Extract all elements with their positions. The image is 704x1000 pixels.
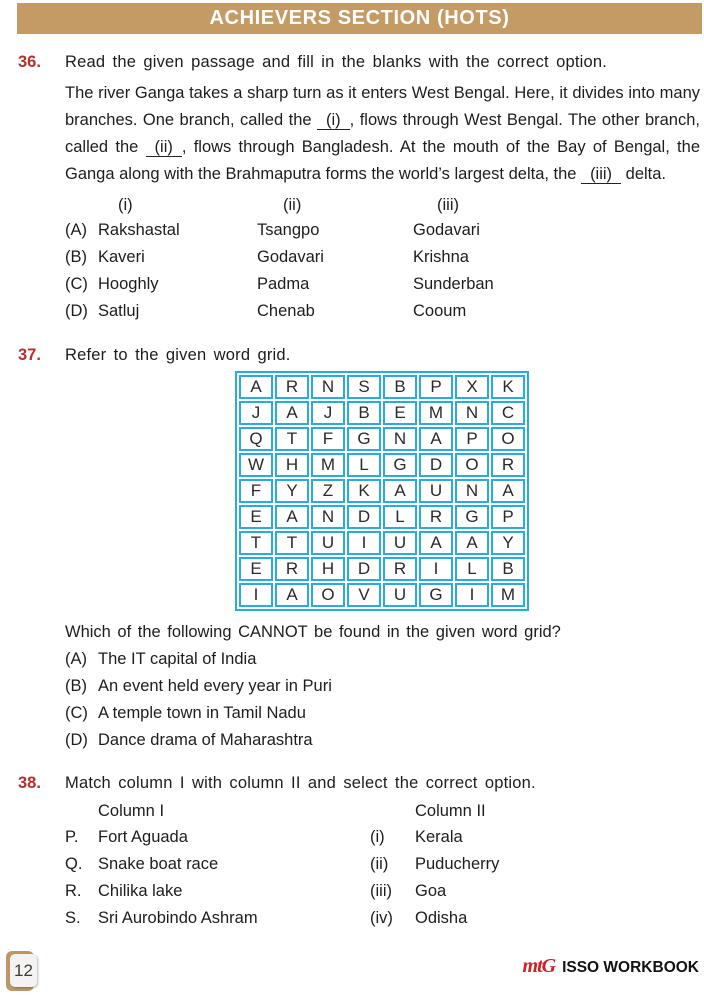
word-grid-cell: L	[455, 557, 489, 581]
word-grid-cell: I	[455, 583, 489, 607]
word-grid-cell: E	[239, 505, 273, 529]
word-grid-cell: U	[419, 479, 453, 503]
q36-table-header-row	[65, 191, 704, 217]
passage-blank: (ii)	[146, 138, 182, 157]
q36-option-row	[65, 271, 704, 298]
word-grid-cell: D	[419, 453, 453, 477]
word-grid-cell: L	[347, 453, 381, 477]
passage-segment: The river Ganga takes a sharp turn as it enters West Bengal. Here, it divides into many branches. One branch, called the	[65, 84, 700, 129]
option-label: (C)	[65, 704, 88, 722]
word-grid-cell: L	[383, 505, 417, 529]
q37-option-row	[65, 673, 704, 700]
passage-segment: , flows through West Bengal. The other branch, called the	[65, 111, 700, 156]
word-grid-cell: R	[275, 375, 309, 399]
word-grid-cell: I	[239, 583, 273, 607]
word-grid-cell: U	[311, 531, 345, 555]
option-cell: Sunderban	[413, 275, 494, 293]
section-title: ACHIEVERS SECTION (HOTS)	[209, 7, 510, 29]
word-grid-cell: I	[347, 531, 381, 555]
option-text: A temple town in Tamil Nadu	[98, 704, 306, 722]
word-grid-cell: B	[383, 375, 417, 399]
word-grid-cell: R	[383, 557, 417, 581]
word-grid-cell: Y	[275, 479, 309, 503]
word-grid-cell: V	[347, 583, 381, 607]
option-cell: Godavari	[413, 221, 480, 239]
q37-option-row	[65, 727, 704, 754]
word-grid-row	[239, 375, 525, 399]
question-38	[0, 774, 704, 932]
word-grid-cell: D	[347, 557, 381, 581]
question-38-number: 38.	[18, 774, 41, 792]
word-grid-row	[239, 531, 525, 555]
word-grid-cell: K	[347, 479, 381, 503]
word-grid-row	[239, 479, 525, 503]
word-grid-cell: M	[311, 453, 345, 477]
word-grid-cell: P	[419, 375, 453, 399]
column2-label: (iv)	[370, 909, 393, 927]
word-grid-cell: F	[239, 479, 273, 503]
q36-passage	[65, 80, 700, 188]
word-grid-cell: X	[455, 375, 489, 399]
word-grid-cell: N	[311, 505, 345, 529]
word-grid-cell: U	[383, 583, 417, 607]
passage-segment: delta.	[621, 165, 667, 183]
word-grid-cell: K	[491, 375, 525, 399]
word-grid-cell: Y	[491, 531, 525, 555]
word-grid-cell: A	[419, 427, 453, 451]
column2-item: Odisha	[415, 909, 468, 927]
word-grid-body	[239, 375, 525, 607]
word-grid-cell: O	[491, 427, 525, 451]
column1-label: S.	[65, 909, 81, 927]
word-grid-cell: G	[419, 583, 453, 607]
word-grid-cell: P	[491, 505, 525, 529]
option-label: (A)	[65, 221, 87, 239]
option-cell: Satluj	[98, 302, 140, 320]
q36-option-row	[65, 217, 704, 244]
page-footer	[0, 944, 704, 1000]
word-grid-cell: J	[239, 401, 273, 425]
word-grid-cell: G	[455, 505, 489, 529]
word-grid-cell: E	[239, 557, 273, 581]
question-36-number: 36.	[18, 53, 41, 71]
option-text: An event held every year in Puri	[98, 677, 332, 695]
word-grid-cell: A	[491, 479, 525, 503]
q36-column-header: (iii)	[437, 196, 459, 214]
question-38-head	[0, 774, 704, 793]
option-cell: Kaveri	[98, 248, 145, 266]
word-grid-row	[239, 401, 525, 425]
workbook-name: ISSO WORKBOOK	[562, 959, 699, 976]
column2-label: (i)	[370, 828, 385, 846]
question-36	[0, 53, 704, 325]
word-grid-cell: F	[311, 427, 345, 451]
word-grid-cell: N	[455, 401, 489, 425]
word-grid-cell: G	[383, 453, 417, 477]
word-grid-cell: A	[383, 479, 417, 503]
column2-item: Kerala	[415, 828, 463, 846]
word-grid-cell: A	[419, 531, 453, 555]
column1-item: Snake boat race	[98, 855, 219, 873]
passage-blank: (iii)	[581, 165, 621, 184]
option-cell: Krishna	[413, 248, 469, 266]
q38-column-headers	[65, 798, 704, 824]
passage-segment: , flows through Bangladesh. At the mouth of the Bay of Bengal, the Ganga along with the Brahmaputra forms the world’s largest delta, the	[65, 138, 700, 183]
option-cell: Rakshastal	[98, 221, 180, 239]
q37-question: Which of the following CANNOT be found in the given word grid?	[65, 623, 561, 641]
q36-options-table	[65, 191, 704, 325]
word-grid-cell: G	[347, 427, 381, 451]
word-grid-cell: N	[311, 375, 345, 399]
word-grid-row	[239, 453, 525, 477]
word-grid-cell: R	[275, 557, 309, 581]
q36-column-header: (i)	[118, 196, 133, 214]
q38-match-row	[65, 905, 704, 932]
q36-option-row	[65, 244, 704, 271]
word-grid-cell: A	[275, 583, 309, 607]
option-label: (D)	[65, 731, 88, 749]
word-grid-row	[239, 557, 525, 581]
question-38-prompt: Match column I with column II and select the correct option.	[65, 774, 536, 792]
word-grid-cell: W	[239, 453, 273, 477]
question-37-prompt: Refer to the given word grid.	[65, 346, 291, 364]
word-grid-cell: T	[275, 531, 309, 555]
column1-item: Sri Aurobindo Ashram	[98, 909, 258, 927]
column2-item: Puducherry	[415, 855, 500, 873]
page-number-badge	[6, 951, 46, 993]
question-37-number: 37.	[18, 346, 41, 364]
word-grid-cell: A	[239, 375, 273, 399]
column1-item: Chilika lake	[98, 882, 183, 900]
option-cell: Godavari	[257, 248, 324, 266]
q38-match-table	[65, 798, 704, 932]
word-grid-cell: A	[275, 401, 309, 425]
q38-match-row	[65, 851, 704, 878]
column2-label: (ii)	[370, 855, 389, 873]
column1-label: R.	[65, 882, 82, 900]
option-cell: Chenab	[257, 302, 315, 320]
option-label: (A)	[65, 650, 87, 668]
word-grid-cell: E	[383, 401, 417, 425]
option-label: (C)	[65, 275, 88, 293]
word-grid-cell: M	[491, 583, 525, 607]
publisher-brand	[523, 955, 699, 978]
column1-label: P.	[65, 828, 79, 846]
word-grid-row	[239, 505, 525, 529]
word-grid-cell: N	[383, 427, 417, 451]
word-grid-cell: H	[311, 557, 345, 581]
q38-match-row	[65, 824, 704, 851]
question-36-prompt: Read the given passage and fill in the blanks with the correct option.	[65, 53, 608, 71]
word-grid-cell: J	[311, 401, 345, 425]
word-grid-cell: Q	[239, 427, 273, 451]
q37-option-row	[65, 700, 704, 727]
option-text: The IT capital of India	[98, 650, 257, 668]
option-cell: Tsangpo	[257, 221, 320, 239]
word-grid-cell: N	[455, 479, 489, 503]
page-number: 12	[10, 954, 37, 987]
word-grid	[235, 371, 529, 611]
option-label: (B)	[65, 677, 87, 695]
column2-label: (iii)	[370, 882, 392, 900]
word-grid-cell: D	[347, 505, 381, 529]
word-grid-cell: T	[239, 531, 273, 555]
word-grid-cell: A	[275, 505, 309, 529]
word-grid-cell: R	[491, 453, 525, 477]
word-grid-cell: H	[275, 453, 309, 477]
word-grid-cell: O	[455, 453, 489, 477]
column2-item: Goa	[415, 882, 447, 900]
word-grid-cell: T	[275, 427, 309, 451]
column1-item: Fort Aguada	[98, 828, 188, 846]
spacer	[370, 798, 415, 824]
q36-option-row	[65, 298, 704, 325]
word-grid-cell: U	[383, 531, 417, 555]
column2-header: Column II	[415, 802, 486, 820]
word-grid-cell: I	[419, 557, 453, 581]
word-grid-cell: R	[419, 505, 453, 529]
word-grid-cell: C	[491, 401, 525, 425]
word-grid-cell: Z	[311, 479, 345, 503]
word-grid-cell: S	[347, 375, 381, 399]
mtg-logo: mtG	[522, 955, 556, 977]
word-grid-row	[239, 583, 525, 607]
word-grid-cell: B	[347, 401, 381, 425]
word-grid-row	[239, 427, 525, 451]
q37-options	[65, 646, 704, 754]
word-grid-cell: B	[491, 557, 525, 581]
q38-match-row	[65, 878, 704, 905]
option-text: Dance drama of Maharashtra	[98, 731, 313, 749]
question-37	[0, 346, 704, 754]
q36-column-header: (ii)	[283, 196, 302, 214]
option-label: (D)	[65, 302, 88, 320]
section-header-bar	[17, 3, 702, 34]
q37-option-row	[65, 646, 704, 673]
word-grid-cell: M	[419, 401, 453, 425]
option-cell: Cooum	[413, 302, 467, 320]
word-grid-cell: O	[311, 583, 345, 607]
spacer	[65, 798, 98, 824]
spacer	[65, 193, 98, 217]
option-label: (B)	[65, 248, 87, 266]
option-cell: Padma	[257, 275, 310, 293]
question-36-head	[0, 53, 704, 72]
option-cell: Hooghly	[98, 275, 159, 293]
word-grid-cell: A	[455, 531, 489, 555]
word-grid-cell: P	[455, 427, 489, 451]
question-37-head	[0, 346, 704, 365]
column1-label: Q.	[65, 855, 83, 873]
passage-blank: (i)	[317, 111, 350, 130]
column1-header: Column I	[98, 802, 165, 820]
